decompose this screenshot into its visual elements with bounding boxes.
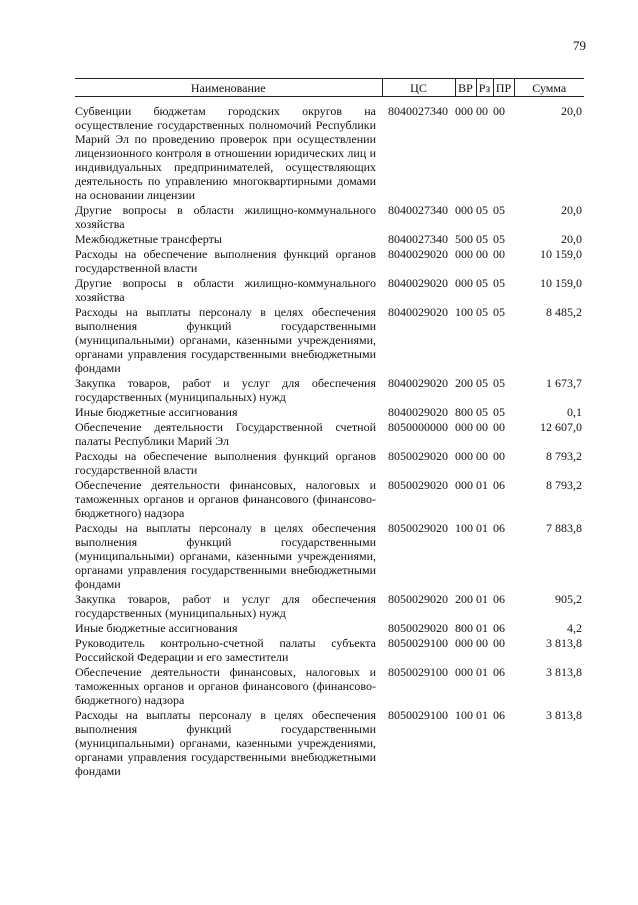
header-sum: Сумма — [514, 79, 584, 97]
row-rz: 05 — [476, 405, 488, 419]
row-code: 8040029020 — [388, 405, 448, 419]
row-code: 8040029020 — [388, 276, 448, 290]
row-pr: 05 — [493, 405, 505, 419]
table-row — [75, 376, 584, 405]
table-row — [75, 521, 584, 592]
table-header — [75, 79, 584, 97]
row-vr: 500 — [455, 232, 473, 246]
row-sum: 4,2 — [567, 621, 582, 635]
row-name: Расходы на выплаты персоналу в целях обеспечения выполнения функций государственными (муниципальными) органами, казенными учреждениями, органами управления государственными внебюджетными фондами — [75, 521, 376, 591]
table-body — [75, 97, 584, 780]
row-rz: 00 — [476, 104, 488, 118]
row-name: Расходы на выплаты персоналу в целях обеспечения выполнения функций государственными (муниципальными) органами, казенными учреждениями, органами управления государственными внебюджетными фондами — [75, 305, 376, 375]
row-vr: 000 — [455, 636, 473, 650]
row-pr: 06 — [493, 665, 505, 679]
row-pr: 06 — [493, 478, 505, 492]
row-sum: 12 607,0 — [540, 420, 582, 434]
row-vr: 100 — [455, 521, 473, 535]
row-sum: 20,0 — [561, 203, 582, 217]
row-code: 8050029020 — [388, 449, 448, 463]
row-rz: 05 — [476, 232, 488, 246]
row-vr: 000 — [455, 665, 473, 679]
row-pr: 06 — [493, 592, 505, 606]
row-name: Обеспечение деятельности финансовых, налоговых и таможенных органов и органов финансового (финансово-бюджетного) надзора — [75, 665, 376, 707]
row-rz: 05 — [476, 305, 488, 319]
table-row — [75, 305, 584, 376]
row-name: Расходы на выплаты персоналу в целях обеспечения выполнения функций государственными (муниципальными) органами, казенными учреждениями, органами управления государственными внебюджетными фондами — [75, 708, 376, 778]
row-code: 8050029020 — [388, 478, 448, 492]
row-name: Другие вопросы в области жилищно-коммунального хозяйства — [75, 203, 376, 231]
header-code: ЦС — [382, 79, 455, 97]
row-pr: 00 — [493, 247, 505, 261]
header-rz: Рз — [476, 79, 493, 97]
row-vr: 100 — [455, 708, 473, 722]
row-code: 8040029020 — [388, 305, 448, 319]
header-pr: ПР — [493, 79, 514, 97]
row-rz: 01 — [476, 592, 488, 606]
budget-table — [75, 78, 584, 779]
row-sum: 905,2 — [555, 592, 582, 606]
row-rz: 01 — [476, 478, 488, 492]
row-rz: 01 — [476, 665, 488, 679]
row-code: 8050029020 — [388, 521, 448, 535]
row-sum: 3 813,8 — [546, 708, 582, 722]
row-code: 8050029100 — [388, 636, 448, 650]
row-vr: 800 — [455, 621, 473, 635]
row-code: 8050029020 — [388, 621, 448, 635]
row-name: Расходы на обеспечение выполнения функций органов государственной власти — [75, 449, 376, 477]
row-rz: 00 — [476, 636, 488, 650]
header-name: Наименование — [75, 79, 382, 97]
table-row — [75, 276, 584, 305]
row-sum: 20,0 — [561, 104, 582, 118]
table-row — [75, 247, 584, 276]
table-row — [75, 203, 584, 232]
row-code: 8040029020 — [388, 376, 448, 390]
table-row — [75, 232, 584, 247]
row-vr: 100 — [455, 305, 473, 319]
row-name: Субвенции бюджетам городских округов на осуществление государственных полномочий Республики Марий Эл по проведению проверок при осуществлении лицензионного контроля в отношении юридических лиц и индивидуальных предпринимателей, осуществляющих деятельность по управлению многоквартирными домами на основании лицензии — [75, 104, 376, 202]
row-vr: 000 — [455, 420, 473, 434]
table-row — [75, 420, 584, 449]
row-code: 8050000000 — [388, 420, 448, 434]
row-name: Расходы на обеспечение выполнения функций органов государственной власти — [75, 247, 376, 275]
row-sum: 20,0 — [561, 232, 582, 246]
row-pr: 05 — [493, 203, 505, 217]
row-sum: 7 883,8 — [546, 521, 582, 535]
row-rz: 01 — [476, 621, 488, 635]
row-pr: 00 — [493, 104, 505, 118]
table-row — [75, 405, 584, 420]
row-name: Закупка товаров, работ и услуг для обеспечения государственных (муниципальных) нужд — [75, 376, 376, 404]
row-vr: 000 — [455, 104, 473, 118]
page-number: 79 — [573, 38, 586, 53]
row-sum: 8 485,2 — [546, 305, 582, 319]
row-vr: 200 — [455, 376, 473, 390]
row-vr: 000 — [455, 449, 473, 463]
row-rz: 01 — [476, 521, 488, 535]
table-row — [75, 621, 584, 636]
row-code: 8040027340 — [388, 104, 448, 118]
row-pr: 06 — [493, 708, 505, 722]
row-name: Иные бюджетные ассигнования — [75, 621, 238, 635]
row-name: Межбюджетные трансферты — [75, 232, 222, 246]
row-pr: 00 — [493, 420, 505, 434]
row-name: Обеспечение деятельности Государственной счетной палаты Республики Марий Эл — [75, 420, 376, 448]
row-name: Обеспечение деятельности финансовых, налоговых и таможенных органов и органов финансового (финансово-бюджетного) надзора — [75, 478, 376, 520]
row-sum: 8 793,2 — [546, 449, 582, 463]
row-rz: 00 — [476, 449, 488, 463]
row-rz: 05 — [476, 376, 488, 390]
row-vr: 000 — [455, 203, 473, 217]
row-pr: 00 — [493, 449, 505, 463]
row-pr: 06 — [493, 621, 505, 635]
table-row — [75, 449, 584, 478]
row-vr: 200 — [455, 592, 473, 606]
row-rz: 05 — [476, 203, 488, 217]
table-row — [75, 708, 584, 779]
row-pr: 00 — [493, 636, 505, 650]
table-row — [75, 478, 584, 521]
row-vr: 800 — [455, 405, 473, 419]
row-name: Иные бюджетные ассигнования — [75, 405, 238, 419]
row-rz: 05 — [476, 276, 488, 290]
row-name: Руководитель контрольно-счетной палаты субъекта Российской Федерации и его заместители — [75, 636, 376, 664]
table-row — [75, 97, 584, 204]
row-pr: 05 — [493, 276, 505, 290]
row-name: Другие вопросы в области жилищно-коммунального хозяйства — [75, 276, 376, 304]
row-vr: 000 — [455, 478, 473, 492]
row-pr: 05 — [493, 376, 505, 390]
row-code: 8050029020 — [388, 592, 448, 606]
row-code: 8040027340 — [388, 203, 448, 217]
row-code: 8040029020 — [388, 247, 448, 261]
row-rz: 00 — [476, 247, 488, 261]
row-pr: 05 — [493, 232, 505, 246]
row-name: Закупка товаров, работ и услуг для обеспечения государственных (муниципальных) нужд — [75, 592, 376, 620]
row-sum: 0,1 — [567, 405, 582, 419]
table-row — [75, 665, 584, 708]
row-sum: 3 813,8 — [546, 665, 582, 679]
table-row — [75, 592, 584, 621]
row-sum: 3 813,8 — [546, 636, 582, 650]
row-code: 8050029100 — [388, 708, 448, 722]
row-pr: 06 — [493, 521, 505, 535]
row-rz: 00 — [476, 420, 488, 434]
row-vr: 000 — [455, 276, 473, 290]
row-sum: 10 159,0 — [540, 276, 582, 290]
row-code: 8050029100 — [388, 665, 448, 679]
row-code: 8040027340 — [388, 232, 448, 246]
header-vr: ВР — [455, 79, 476, 97]
row-sum: 10 159,0 — [540, 247, 582, 261]
table-row — [75, 636, 584, 665]
row-rz: 01 — [476, 708, 488, 722]
row-sum: 1 673,7 — [546, 376, 582, 390]
row-sum: 8 793,2 — [546, 478, 582, 492]
row-pr: 05 — [493, 305, 505, 319]
row-vr: 000 — [455, 247, 473, 261]
